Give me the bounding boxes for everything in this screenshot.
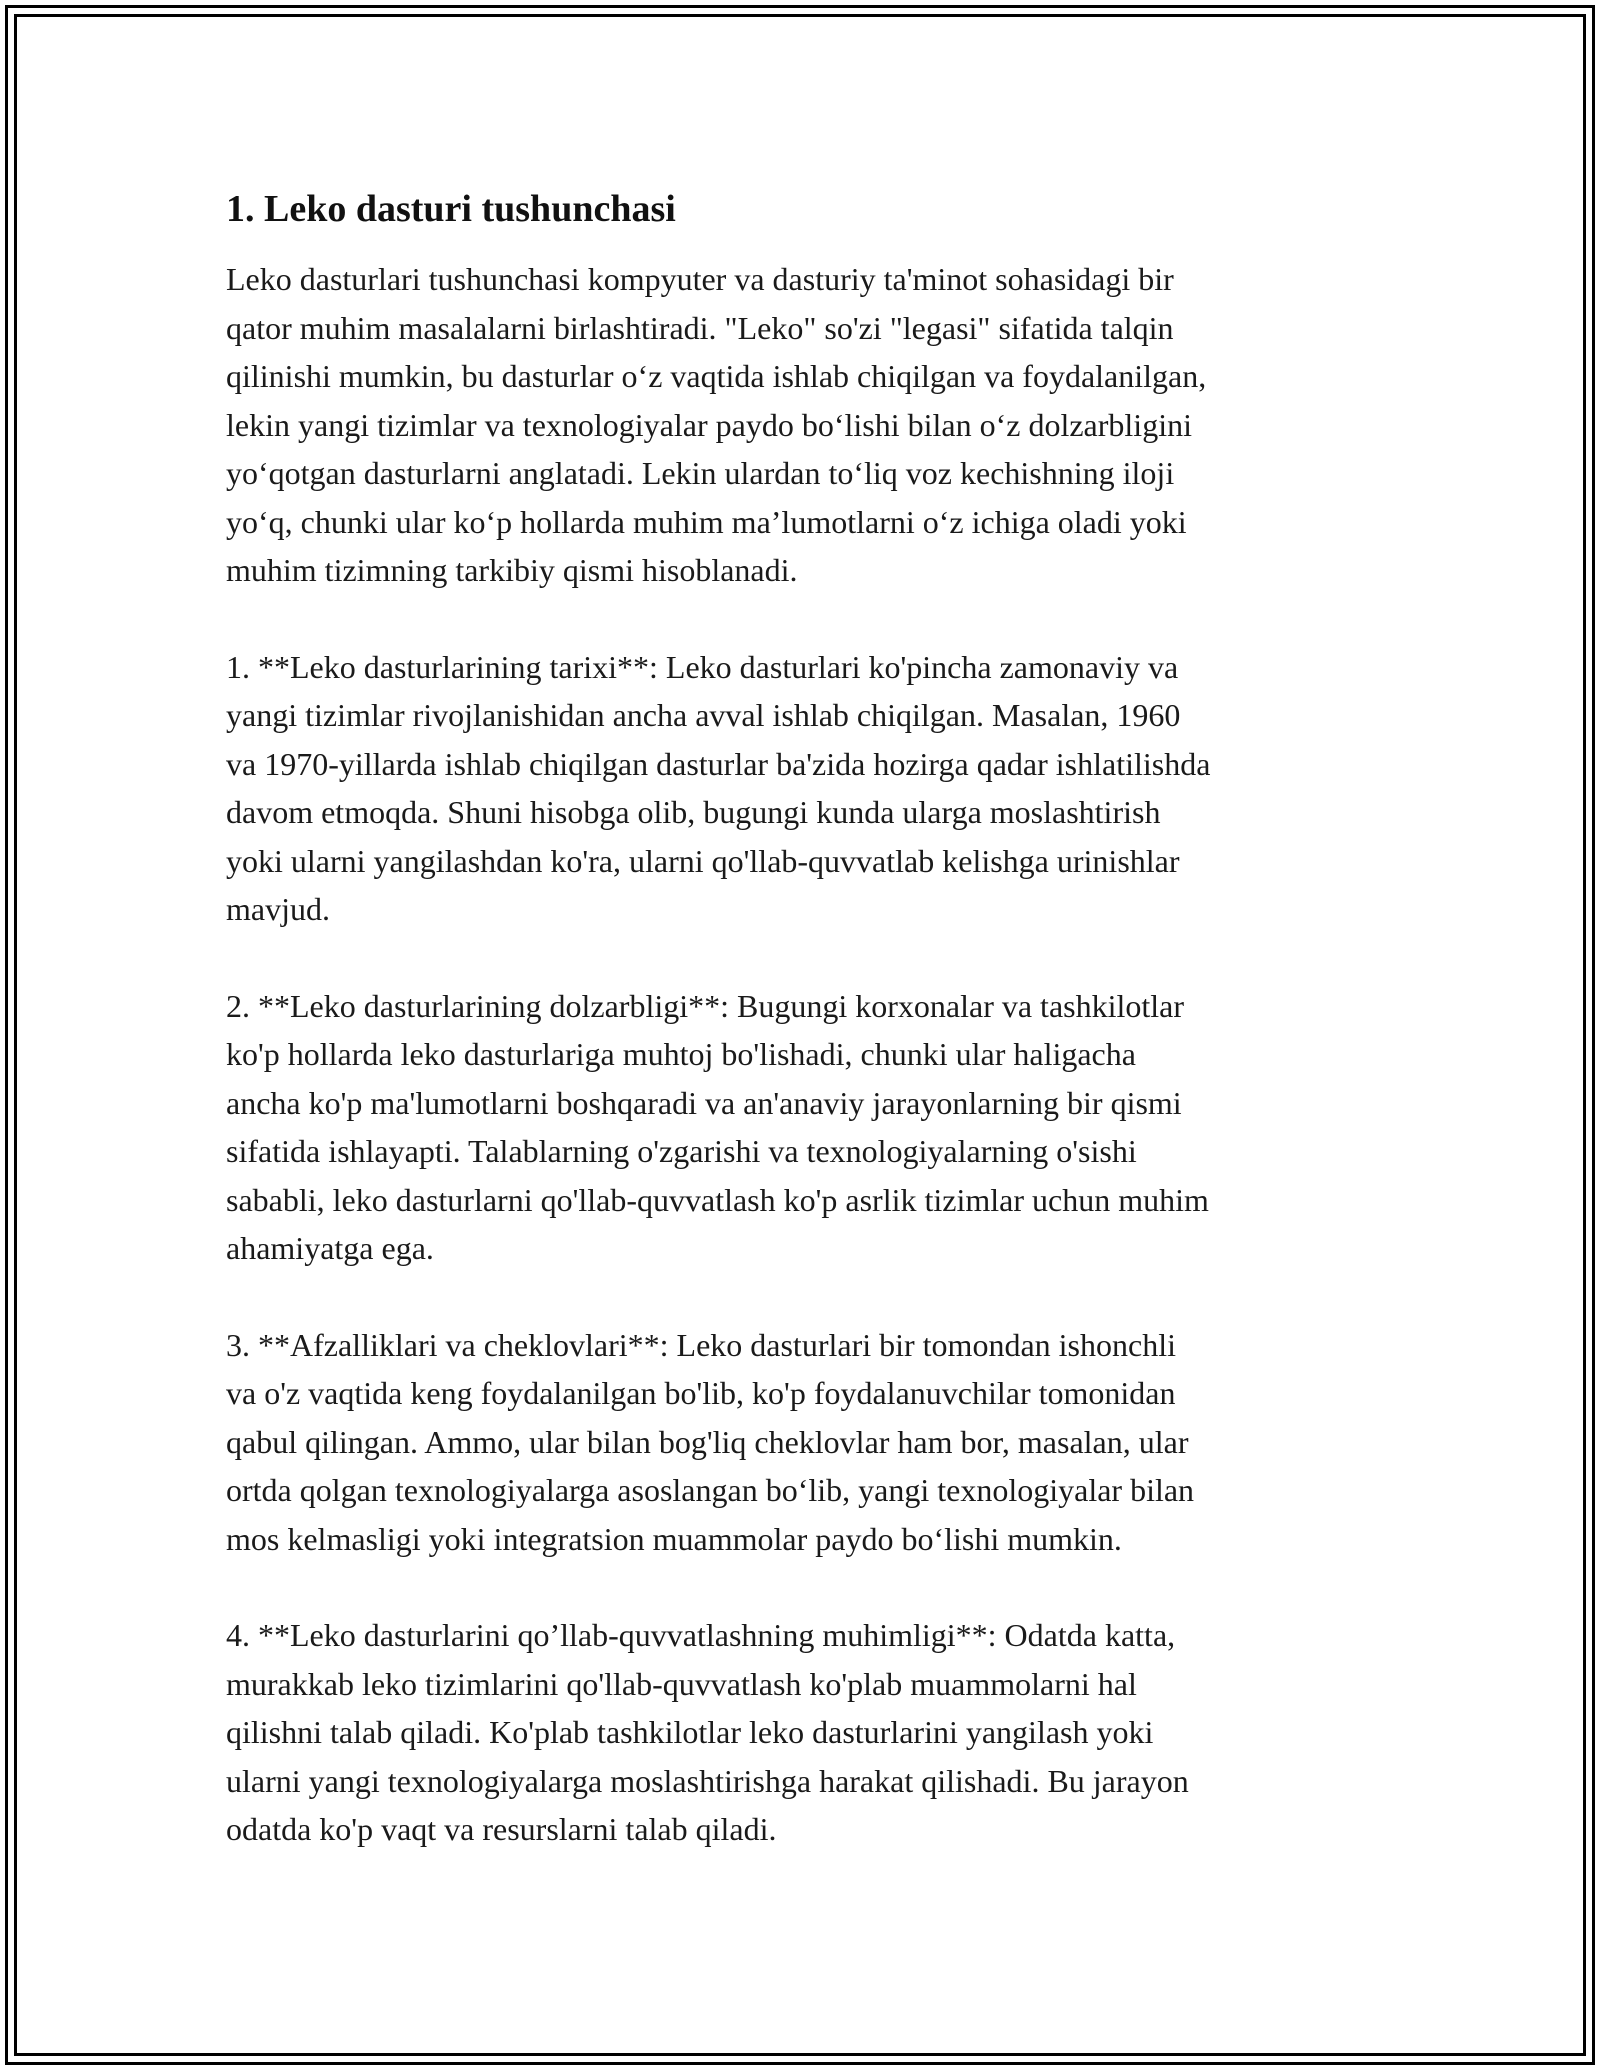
relevance-paragraph: 2. **Leko dasturlarining dolzarbligi**: Bugungi korxonalar va tashkilotlar ko'p hollarda leko dasturlariga muhtoj bo'lishadi, chunki ular haligacha ancha ko'p ma'lumotlarni boshqaradi va an'anaviy jarayonlarning bir qismi sifatida ishlayapti. Talablarning o'zgarishi va texnologiyalarning o'sishi sababli, leko dasturlarni qo'llab-quvvatlash ko'p asrlik tizimlar uchun muhim ahamiyatga ega. bbox=[226, 987, 1209, 1266]
history-paragraph: 1. **Leko dasturlarining tarixi**: Leko dasturlari ko'pincha zamonaviy va yangi tizimlar rivojlanishidan ancha avval ishlab chiqilgan. Masalan, 1960 va 1970-yillarda ishlab chiqilgan dasturlar ba'zida hozirga qadar ishlatilishda davom etmoqda. Shuni hisobga olib, bugungi kunda ularga moslashtirish yoki ularni yangilashdan ko'ra, ularni qo'llab-quvvatlab kelishga urinishlar mavjud. bbox=[226, 648, 1211, 927]
support-importance-paragraph: 4. **Leko dasturlarini qo’llab-quvvatlashning muhimligi**: Odatda katta, murakkab leko tizimlarini qo'llab-quvvatlash ko'plab muammolarni hal qilishni talab qiladi. Ko'plab tashkilotlar leko dasturlarini yangilash yoki ularni yangi texnologiyalarga moslashtirishga harakat qilishadi. Bu jarayon odatda ko'p vaqt va resurslarni talab qiladi. bbox=[226, 1617, 1189, 1847]
section-heading: 1. Leko dasturi tushunchasi bbox=[226, 188, 676, 230]
document-body bbox=[226, 185, 1386, 1902]
pros-cons-paragraph: 3. **Afzalliklari va cheklovlari**: Leko dasturlari bir tomondan ishonchli va o'z vaqtida keng foydalanilgan bo'lib, ko'p foydalanuvchilar tomonidan qabul qilingan. Ammo, ular bilan bog'liq cheklovlar ham bor, masalan, ular ortda qolgan texnologiyalarga asoslangan boʻlib, yangi texnologiyalar bilan mos kelmasligi yoki integratsion muammolar paydo boʻlishi mumkin. bbox=[226, 1326, 1195, 1557]
intro-paragraph: Leko dasturlari tushunchasi kompyuter va dasturiy ta'minot sohasidagi bir qator muhim masalalarni birlashtiradi. "Leko" so'zi "legasi" sifatida talqin qilinishi mumkin, bu dasturlar oʻz vaqtida ishlab chiqilgan va foydalanilgan, lekin yangi tizimlar va texnologiyalar paydo boʻlishi bilan oʻz dolzarbligini yoʻqotgan dasturlarni anglatadi. Lekin ulardan toʻliq voz kechishning iloji yoʻq, chunki ular koʻp hollarda muhim ma’lumotlarni oʻz ichiga oladi yoki muhim tizimning tarkibiy qismi hisoblanadi. bbox=[226, 261, 1207, 588]
